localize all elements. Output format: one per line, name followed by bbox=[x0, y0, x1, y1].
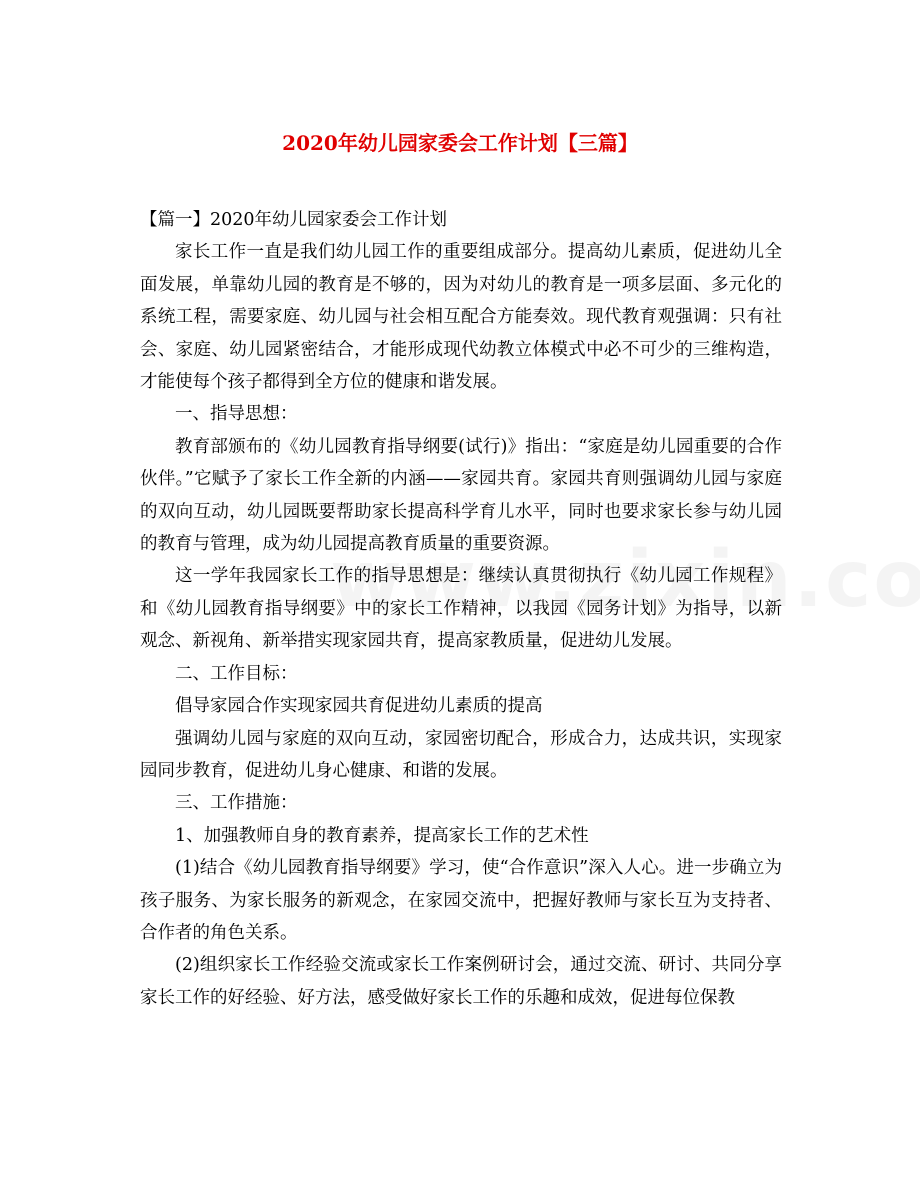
paragraph-goal-interaction: 强调幼儿园与家庭的双向互动，家园密切配合，形成合力，达成共识，实现家园同步教育，促进幼儿身心健康、和谐的发展。 bbox=[140, 728, 782, 781]
heading-guiding-ideology: 一、指导思想： bbox=[175, 404, 298, 425]
heading-work-measures: 三、工作措施： bbox=[175, 793, 298, 814]
document-title: 2020年幼儿园家委会工作计划【三篇】 bbox=[282, 131, 638, 155]
paragraph-guideline-quote: 教育部颁布的《幼儿园教育指导纲要(试行)》指出：“家庭是幼儿园重要的合作伙伴。”它赋予了家长工作全新的内涵——家园共育。家园共育则强调幼儿园与家庭的双向互动，幼儿园既要帮助家长提高科学育儿水平，同时也要求家长参与幼儿园的教育与管理，成为幼儿园提高教育质量的重要资源。 bbox=[140, 436, 782, 555]
section-heading-part-one: 【篇一】2020年幼儿园家委会工作计划 bbox=[140, 210, 448, 230]
paragraph-measure-1-2: (2)组织家长工作经验交流或家长工作案例研讨会，通过交流、研讨、共同分享家长工作的好经验、好方法，感受做好家长工作的乐趣和成效，促进每位保教 bbox=[140, 955, 782, 1008]
paragraph-guiding-thought: 这一学年我园家长工作的指导思想是：继续认真贯彻执行《幼儿园工作规程》和《幼儿园教育指导纲要》中的家长工作精神，以我园《园务计划》为指导，以新观念、新视角、新举措实现家园共育，提高家教质量，促进幼儿发展。 bbox=[140, 566, 782, 652]
paragraph-measure-1-1: (1)结合《幼儿园教育指导纲要》学习，使“合作意识”深入人心。进一步确立为孩子服务、为家长服务的新观念，在家园交流中，把握好教师与家长互为支持者、合作者的角色关系。 bbox=[140, 858, 782, 943]
paragraph-measure-1: 1、加强教师自身的教育素养，提高家长工作的艺术性 bbox=[175, 825, 589, 846]
paragraph-goal-advocate: 倡导家园合作实现家园共育促进幼儿素质的提高 bbox=[175, 696, 543, 717]
paragraph-intro: 家长工作一直是我们幼儿园工作的重要组成部分。提高幼儿素质，促进幼儿全面发展，单靠幼儿园的教育是不够的，因为对幼儿的教育是一项多层面、多元化的系统工程，需要家庭、幼儿园与社会相互配合方能奏效。现代教育观强调：只有社会、家庭、幼儿园紧密结合，才能形成现代幼教立体模式中必不可少的三维构造，才能使每个孩子都得到全方位的健康和谐发展。 bbox=[140, 242, 782, 393]
heading-work-goals: 二、工作目标： bbox=[175, 663, 298, 684]
document-body bbox=[140, 204, 782, 1014]
